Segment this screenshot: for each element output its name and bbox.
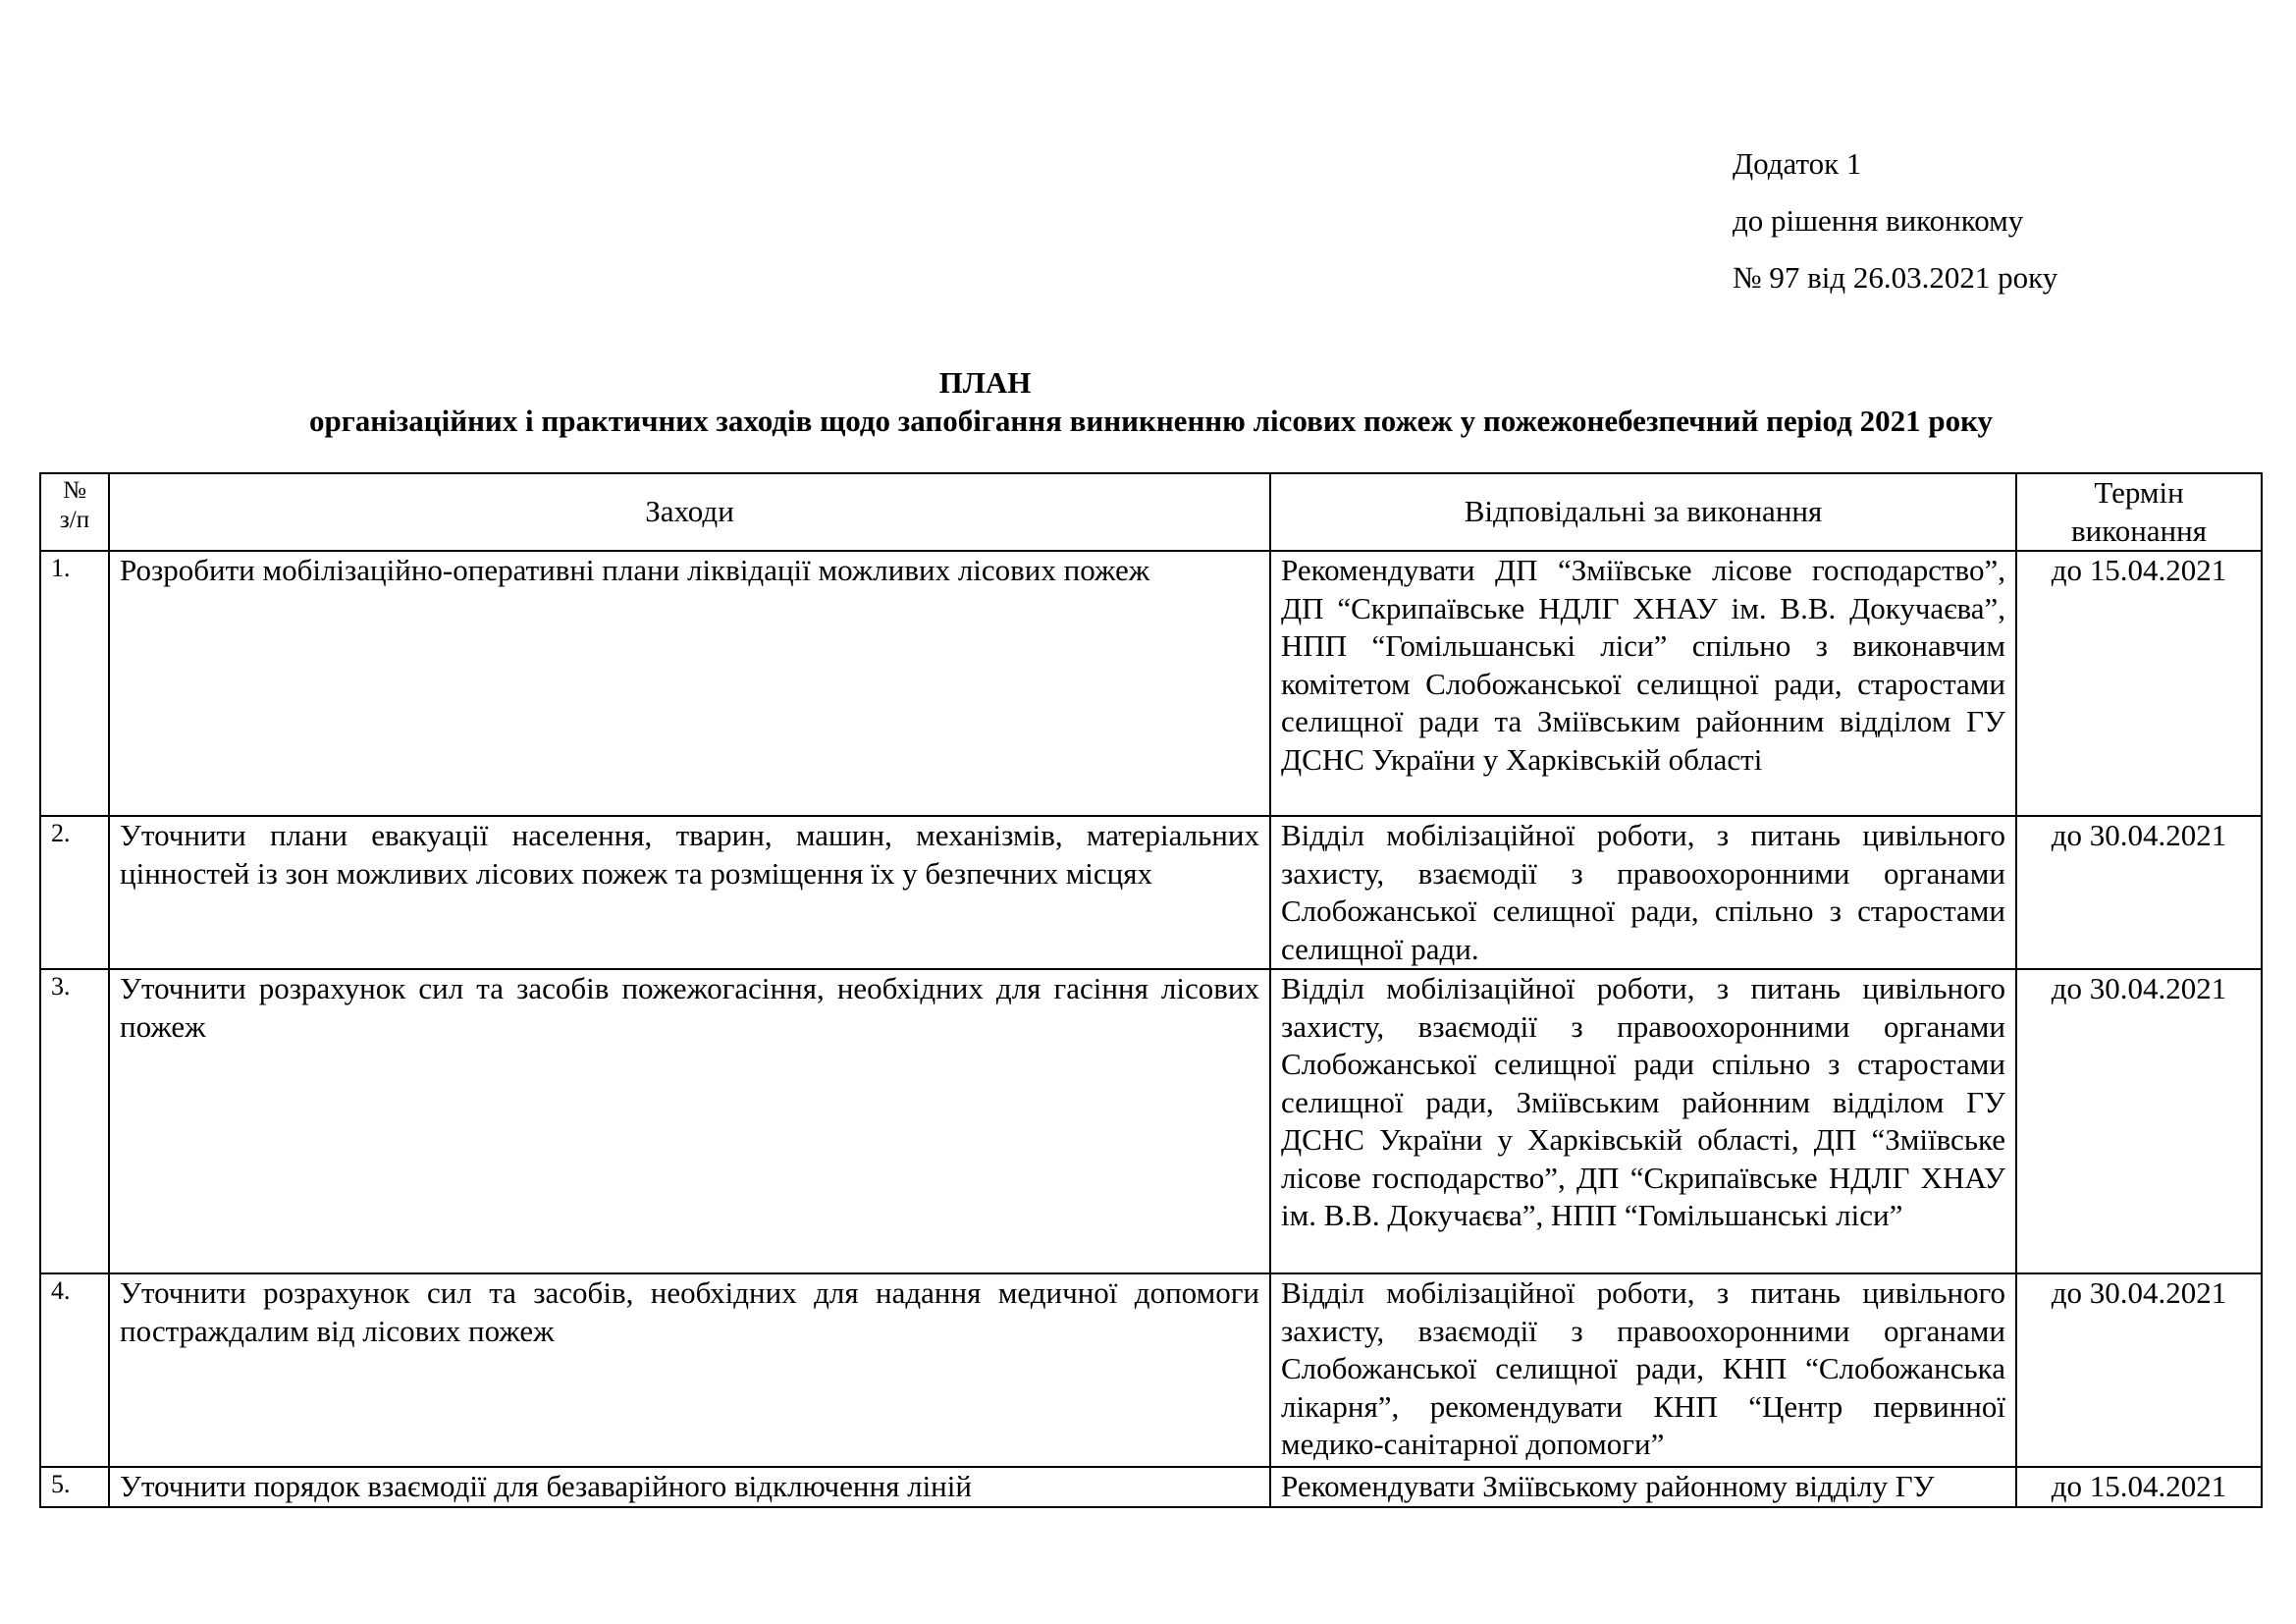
row-term: до 30.04.2021 (2016, 816, 2262, 969)
row-term: до 30.04.2021 (2016, 969, 2262, 1273)
plan-table (39, 472, 2263, 1508)
header-number (40, 473, 109, 551)
title-subtitle: організаційних і практичних заходів щодо запобігання виникненню лісових пожеж у пожежонебезпечний період 2021 року (308, 404, 1993, 438)
header-number-sign: № (63, 477, 86, 504)
row-term: до 15.04.2021 (2016, 1467, 2262, 1507)
row-number: 1. (40, 551, 109, 816)
row-responsible: Відділ мобілізаційної роботи, з питань цивільного захисту, взаємодії з правоохоронними органами Слобожанської селищної ради, спільно з старостами селищної ради. (1270, 816, 2016, 969)
row-number: 4. (40, 1273, 109, 1467)
row-action: Уточнити порядок взаємодії для безаварійного відключення ліній (109, 1467, 1270, 1507)
row-responsible: Відділ мобілізаційної роботи, з питань цивільного захисту, взаємодії з правоохоронними органами Слобожанської селищної ради, КНП “Слобожанська лікарня”, рекомендувати КНП “Центр первинної медико-санітарної допомоги” (1270, 1273, 2016, 1467)
header-responsible: Відповідальні за виконання (1270, 473, 2016, 551)
row-action: Розробити мобілізаційно-оперативні плани ліквідації можливих лісових пожеж (109, 551, 1270, 816)
table-row (40, 551, 2262, 816)
row-number: 2. (40, 816, 109, 969)
table-header-row (40, 473, 2262, 551)
table-row (40, 1273, 2262, 1467)
header-number-abbr: з/п (59, 507, 90, 533)
appendix-line-2: до рішення виконкому (1733, 203, 2024, 238)
appendix-line-3: № 97 від 26.03.2021 року (1733, 260, 2058, 295)
row-number: 3. (40, 969, 109, 1273)
header-term: Термін виконання (2016, 473, 2262, 551)
row-number: 5. (40, 1467, 109, 1507)
row-action: Уточнити розрахунок сил та засобів, необхідних для надання медичної допомоги постраждалим від лісових пожеж (109, 1273, 1270, 1467)
header-actions: Заходи (109, 473, 1270, 551)
row-responsible: Відділ мобілізаційної роботи, з питань цивільного захисту, взаємодії з правоохоронними органами Слобожанської селищної ради спільно з старостами селищної ради, Зміївським районним відділом ГУ ДСНС України у Харківській області, ДП “Зміївське лісове господарство”, ДП “Скрипаївське НДЛГ ХНАУ ім. В.В. Докучаєва”, НПП “Гомільшанські ліси” (1270, 969, 2016, 1273)
row-action: Уточнити плани евакуації населення, тварин, машин, механізмів, матеріальних цінностей із зон можливих лісових пожеж та розміщення їх у безпечних місцях (109, 816, 1270, 969)
row-responsible: Рекомендувати Зміївському районному відділу ГУ (1270, 1467, 2016, 1507)
table-row (40, 969, 2262, 1273)
appendix-note (1733, 135, 2057, 306)
row-term: до 30.04.2021 (2016, 1273, 2262, 1467)
table-row (40, 1467, 2262, 1507)
row-responsible: Рекомендувати ДП “Зміївське лісове господарство”, ДП “Скрипаївське НДЛГ ХНАУ ім. В.В. Докучаєва”, НПП “Гомільшанські ліси” спільно з виконавчим комітетом Слобожанської селищної ради, старостами селищної ради та Зміївським районним відділом ГУ ДСНС України у Харківській області (1270, 551, 2016, 816)
row-action: Уточнити розрахунок сил та засобів пожежогасіння, необхідних для гасіння лісових пожеж (109, 969, 1270, 1273)
document-title (0, 363, 2296, 440)
appendix-line-1: Додаток 1 (1733, 146, 1862, 181)
table-row (40, 816, 2262, 969)
title-main: ПЛАН (938, 365, 1032, 400)
row-term: до 15.04.2021 (2016, 551, 2262, 816)
